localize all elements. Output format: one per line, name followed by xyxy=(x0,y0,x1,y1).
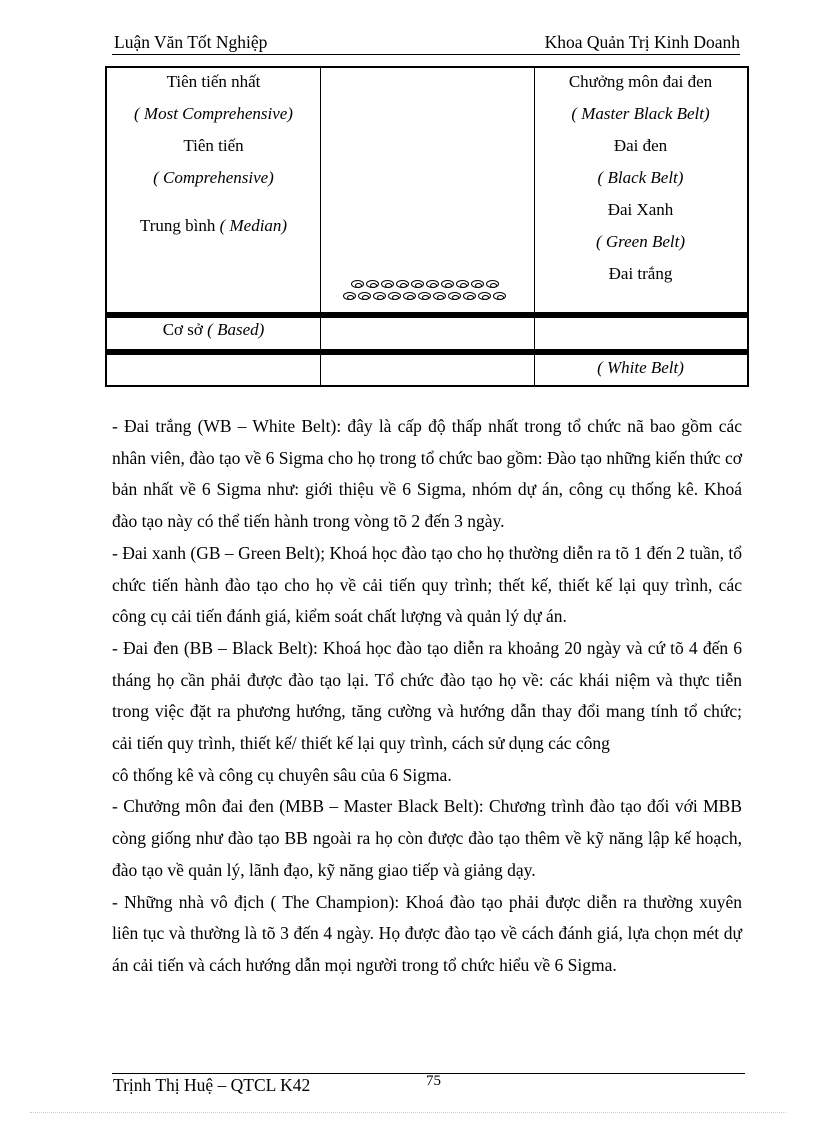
body-text xyxy=(112,411,742,982)
belt-label: Đai đen xyxy=(613,136,668,155)
paragraph-white-belt: - Đai trắng (WB – White Belt): đây là cấp độ thấp nhất trong tổ chức nã bao gồm các nhân viên, đào tạo về 6 Sigma cho họ trong tổ chức bao gồm: Đào tạo những kiến thức cơ bản nhất về 6 Sigma như: giới thiệu về 6 Sigma, nhóm dự án, công cụ thống kê. Khoá đào tạo này có thể tiến hành trong vòng tõ 2 đến 3 ngày. xyxy=(112,416,742,532)
belt-label: Chưởng môn đai đen xyxy=(568,72,713,91)
based-label-en: ( Based) xyxy=(207,320,265,339)
belt-label: Đai Xanh xyxy=(607,200,674,219)
paragraph-black-belt: - Đai đen (BB – Black Belt): Khoá học đào tạo diễn ra khoảng 20 ngày và cứ tõ 4 đến 6 tháng họ cần phải được đào tạo lại. Tổ chức đào tạo họ về: các khái niệm và thực tiễn trong việc đặt ra phương hướng, tăng cường và hướng dẫn thay đổi mang tính tổ chức; cải tiến quy trình, thiết kế/ thiết kế lại quy trình, cách sử dụng các công xyxy=(112,637,742,754)
page-edge xyxy=(30,1112,786,1113)
col1-levels xyxy=(107,66,320,194)
level-label-en: ( Most Comprehensive) xyxy=(134,104,293,123)
belt-levels-table xyxy=(105,66,749,387)
based-cell xyxy=(107,314,320,346)
table-col-divider-1 xyxy=(320,68,321,385)
paragraph-green-belt: - Đai xanh (GB – Green Belt); Khoá học đào tạo cho họ thường diễn ra tõ 1 đến 2 tuần, tổ chức tiến hành đào tạo cho họ về cải tiến quy trình; thết kế, thiết kế lại quy trình, các công cụ cải tiến đánh giá, kiểm soát chất lượng và quản lý dự án. xyxy=(112,542,742,627)
page-number: 75 xyxy=(426,1073,441,1089)
paragraph-champion: - Những nhà vô địch ( The Champion): Khoá đào tạo phải được diễn ra thường xuyên liên tục và thường là tõ 3 đến 4 ngày. Họ được đào tạo về cách đánh giá, lựa chọn mét dự án cải tiến và cách hướng dẫn mọi người trong tổ chức hiểu về 6 Sigma. xyxy=(112,891,742,975)
page-header xyxy=(112,30,740,55)
header-faculty: Khoa Quản Trị Kinh Doanh xyxy=(544,32,740,52)
belt-label-en: ( Green Belt) xyxy=(595,232,686,251)
level-label-en: ( Comprehensive) xyxy=(153,168,274,187)
median-label: Trung bình xyxy=(139,216,216,235)
header-thesis-title: Luận Văn Tốt Nghiệp xyxy=(114,32,268,52)
median-label-en: ( Median) xyxy=(219,216,288,235)
belt-label-en: ( Black Belt) xyxy=(597,168,684,187)
col3-belts xyxy=(534,66,747,290)
median-cell xyxy=(107,210,320,242)
level-label: Tiên tiến nhất xyxy=(166,72,261,91)
footer-author: Trịnh Thị Huệ – QTCL K42 xyxy=(113,1075,311,1095)
based-label: Cơ sở xyxy=(162,320,203,339)
white-belt-cell: ( White Belt) xyxy=(597,358,684,377)
paragraph-black-belt-cont: cô thống kê và công cụ chuyên sâu của 6 Sigma. xyxy=(112,764,452,785)
belt-label-en: ( Master Black Belt) xyxy=(571,104,710,123)
paragraph-master-black-belt: - Chưởng môn đai đen (MBB – Master Black Belt): Chương trình đào tạo đối với MBB còng giống như đào tạo BB ngoài ra họ còn được đào tạo thêm về kỹ năng lập kế hoạch, đào tạo về quản lý, lãnh đạo, kỹ năng giao tiếp và giảng dạy. xyxy=(112,796,742,880)
level-label: Tiên tiến xyxy=(183,136,244,155)
belt-label: Đai trắng xyxy=(608,264,673,283)
